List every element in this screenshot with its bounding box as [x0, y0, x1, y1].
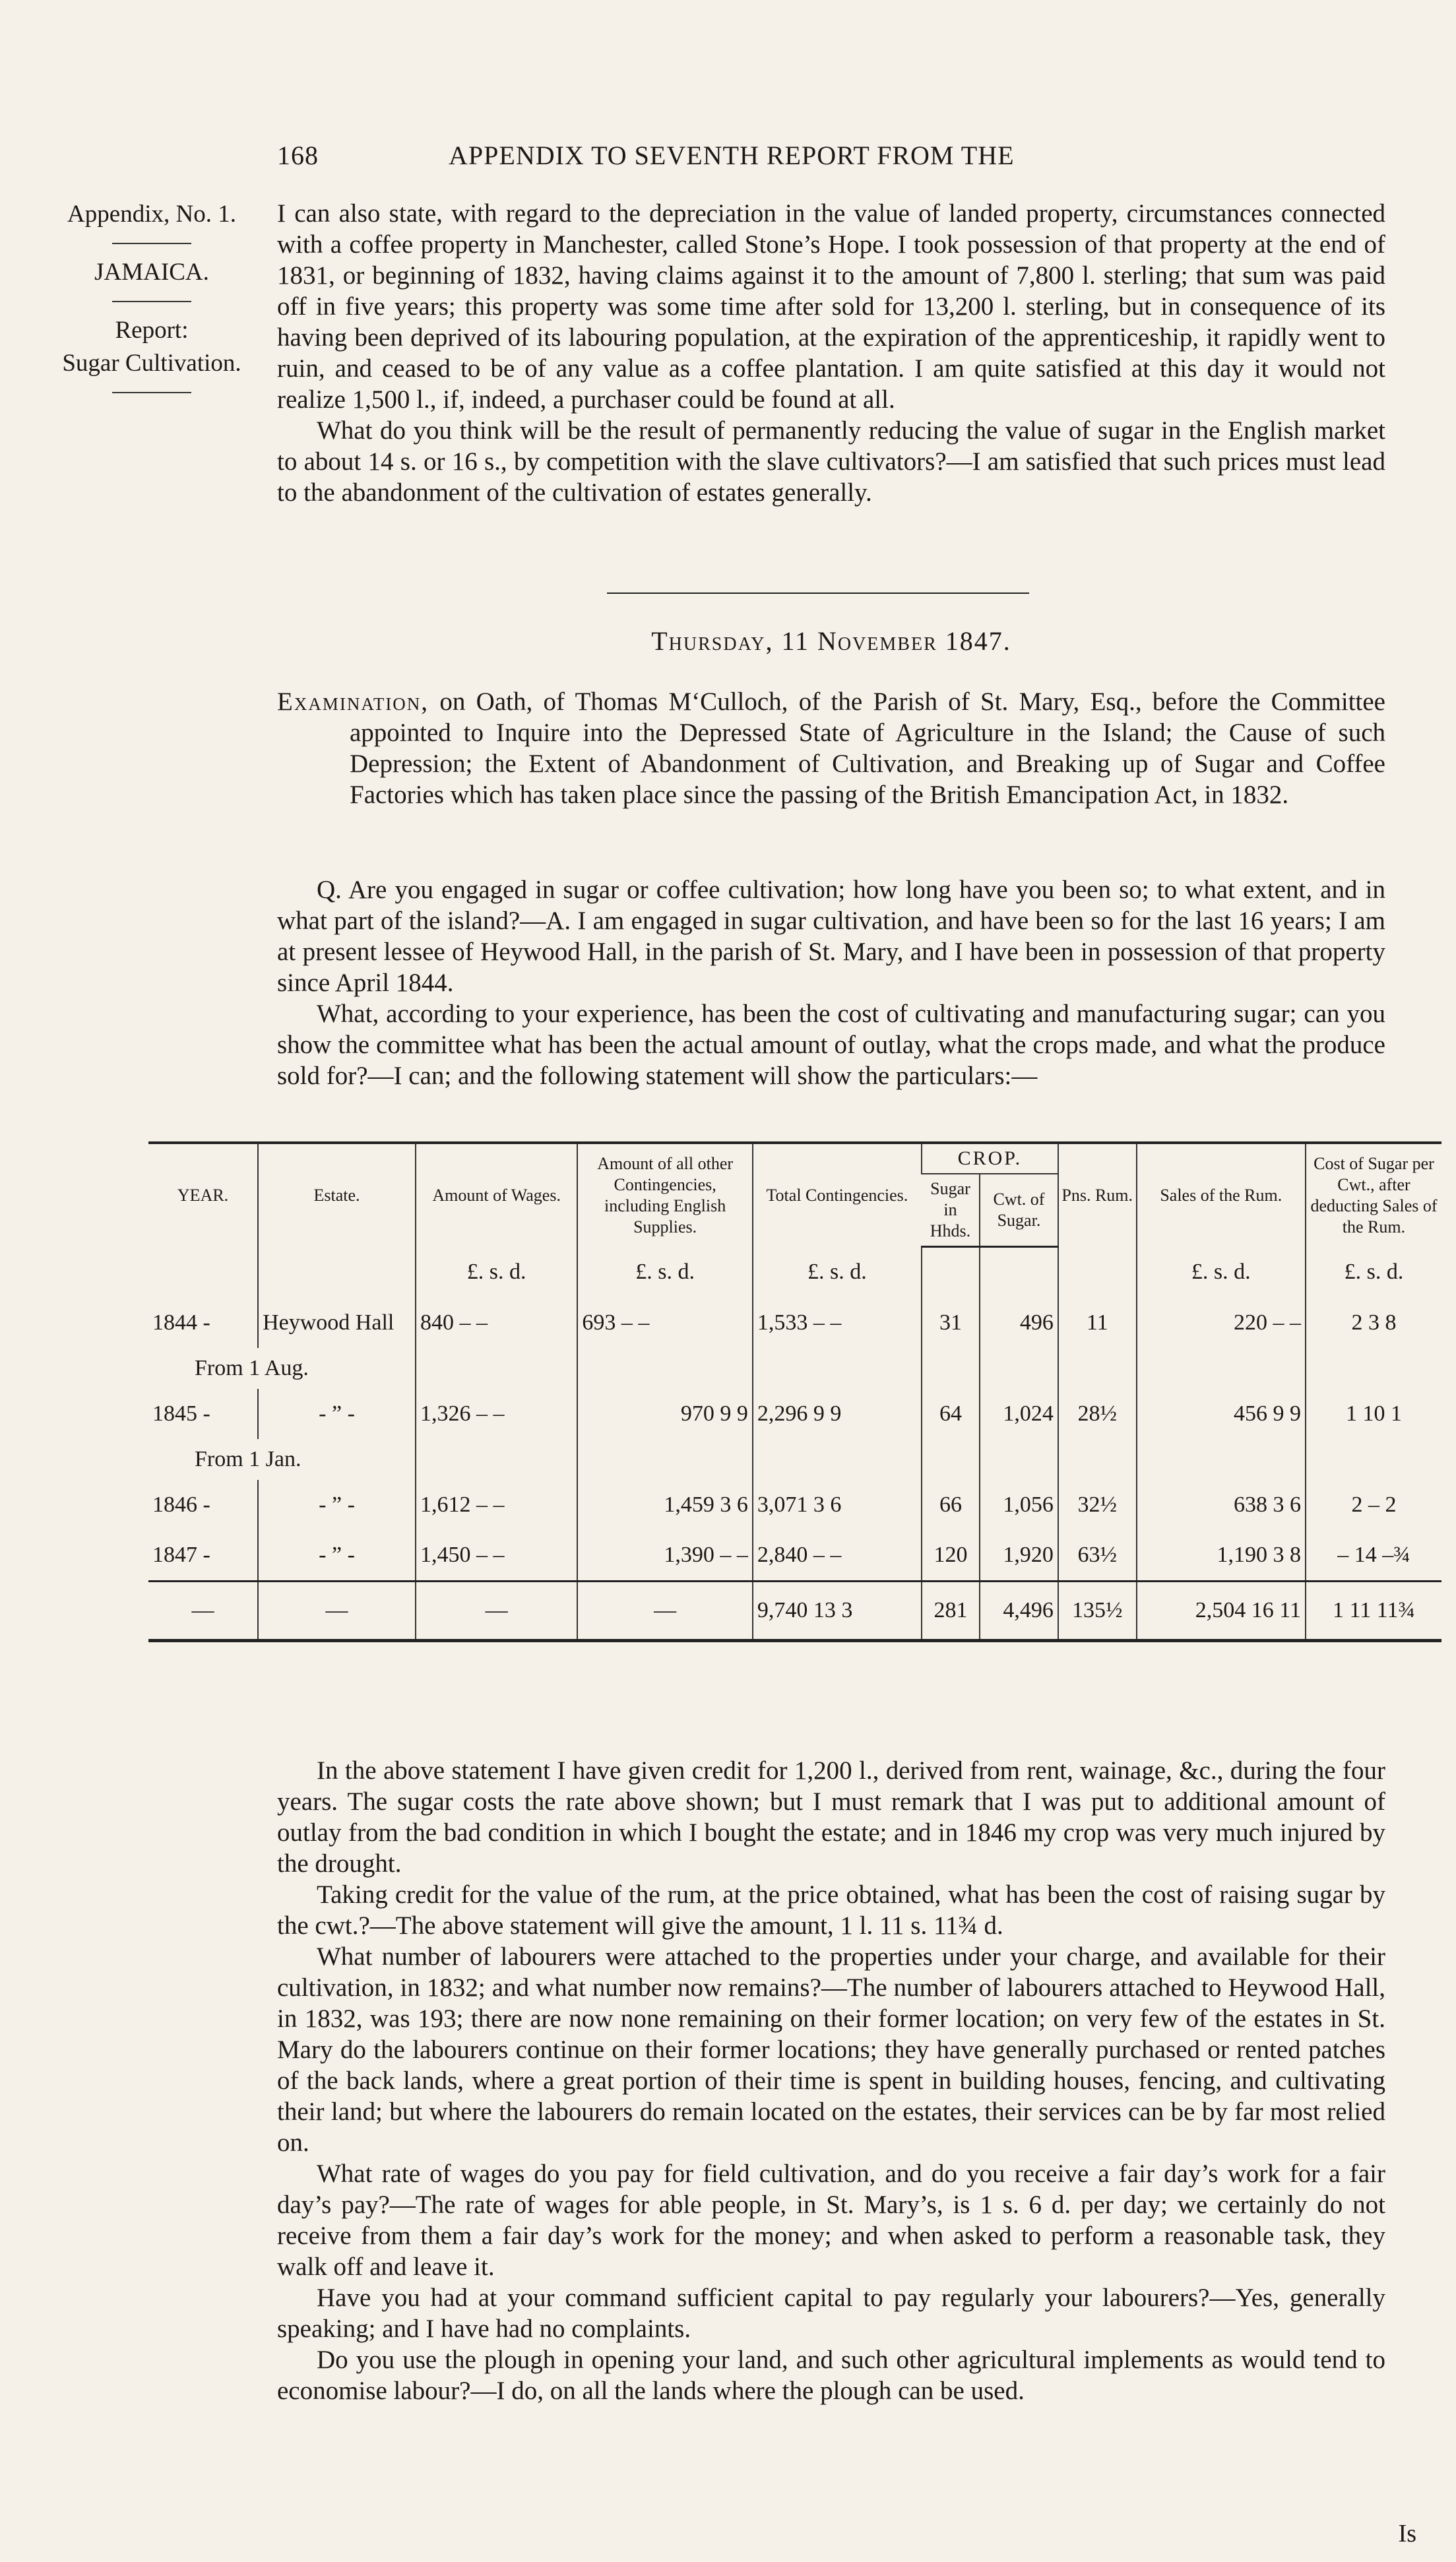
table-cell: [980, 1348, 1058, 1389]
table-cell: [258, 1247, 416, 1298]
units-row: [148, 1247, 1441, 1298]
margin-jamaica: JAMAICA.: [94, 259, 209, 286]
col-estate: Estate.: [258, 1143, 416, 1247]
margin-report: Report:: [115, 317, 189, 344]
table-cell: 135½: [1058, 1582, 1137, 1641]
col-sales: Sales of the Rum.: [1137, 1143, 1306, 1247]
table-cell: 693 – –: [577, 1298, 753, 1348]
table-cell: 4,496: [980, 1582, 1058, 1641]
table-cell: - ” -: [258, 1389, 416, 1439]
table-cell: 1845 -: [152, 1401, 210, 1426]
table-cell: 1 10 1: [1306, 1389, 1441, 1439]
table-cell: [148, 1247, 258, 1298]
table-cell: 1844 -: [152, 1310, 210, 1335]
table-row: [148, 1480, 1441, 1530]
examination-text: on Oath, of Thomas M‘Culloch, of the Parish of St. Mary, Esq., before the Committee appointed to Inquire into the Depressed State of Agriculture in the Island; the Cause of such Depression; the Extent of Abandonment of Cultivation, and Breaking up of Sugar and Coffee Factories which has taken place since the passing of the British Emancipation Act, in 1832.: [350, 688, 1385, 809]
table-cell: —: [577, 1582, 753, 1641]
col-cost: Cost of Sugar per Cwt., after deducting Sales of the Rum.: [1306, 1143, 1441, 1247]
table-cell: 66: [922, 1480, 980, 1530]
table-cell: [577, 1348, 753, 1389]
table-cell: 1,326 – –: [416, 1389, 577, 1439]
paragraph-plough: Do you use the plough in opening your land, and such other agricultural implements as would tend to economise labour?—I do, on all the lands where the plough can be used.: [277, 2346, 1385, 2405]
examination-heading: [277, 686, 1385, 810]
table-cell: 1,459 3 6: [577, 1480, 753, 1530]
table-cell: 120: [922, 1530, 980, 1582]
after-table-text: [277, 1755, 1385, 2406]
table-cell: [753, 1439, 922, 1480]
col-sugar-hhds: Sugar in Hhds.: [922, 1174, 980, 1247]
intro-paragraph-2: What do you think will be the result of permanently reducing the value of sugar in the English market to about 14 s. or 16 s., by competition with the slave cultivators?—I am satisfied that such prices must lead to the abandonment of the cultivation of estates generally.: [277, 416, 1385, 507]
table-cell: [577, 1439, 753, 1480]
table-cell: £. s. d.: [1306, 1247, 1441, 1298]
table-cell: 840 – –: [416, 1298, 577, 1348]
question-2: What, according to your experience, has been the cost of cultivating and manufacturing sugar; can you show the committee what has been the actual amount of outlay, what the crops made, and what the produce sold for?—I can; and the following statement will show the particulars:—: [277, 1000, 1385, 1090]
table-cell: 1,024: [980, 1389, 1058, 1439]
table-cell: [1137, 1348, 1306, 1389]
table-cell: From 1 Jan.: [195, 1447, 301, 1471]
table-cell: £. s. d.: [577, 1247, 753, 1298]
examination-lead: Examination,: [277, 688, 429, 716]
table-cell: 2,296 9 9: [753, 1389, 922, 1439]
table-cell: 281: [922, 1582, 980, 1641]
table-cell: [416, 1439, 577, 1480]
col-wages: Amount of Wages.: [416, 1143, 577, 1247]
table-cell: From 1 Aug.: [195, 1356, 309, 1380]
paragraph-capital: Have you had at your command sufficient capital to pay regularly your labourers?—Yes, generally speaking; and I have had no complaints.: [277, 2284, 1385, 2343]
table-cell: 1,920: [980, 1530, 1058, 1582]
col-total: Total Contingencies.: [753, 1143, 922, 1247]
table-cell: 28½: [1058, 1389, 1137, 1439]
margin-note: [40, 198, 264, 405]
table-cell: 496: [980, 1298, 1058, 1348]
table-cell: 1,056: [980, 1480, 1058, 1530]
table-cell: 2,840 – –: [753, 1530, 922, 1582]
table-cell: 1,190 3 8: [1137, 1530, 1306, 1582]
table-cell: [980, 1247, 1058, 1298]
table-cell: £. s. d.: [753, 1247, 922, 1298]
table-cell: —: [148, 1582, 258, 1641]
intro-text: [277, 198, 1385, 508]
table-cell: 9,740 13 3: [753, 1582, 922, 1641]
section-divider: [607, 592, 1029, 594]
col-cwt: Cwt. of Sugar.: [980, 1174, 1058, 1247]
col-year: YEAR.: [148, 1143, 258, 1247]
paragraph-wages: What rate of wages do you pay for field cultivation, and do you receive a fair day’s work for a fair day’s pay?—The rate of wages for able people, in St. Mary’s, is 1 s. 6 d. per day; we certainly do not receive from them a fair day’s work for the money; and when asked to perform a reasonable task, they walk off and leave it.: [277, 2160, 1385, 2281]
table-cell: 2 3 8: [1306, 1298, 1441, 1348]
table-cell: [1137, 1439, 1306, 1480]
margin-divider: [112, 301, 191, 302]
table-cell: 638 3 6: [1137, 1480, 1306, 1530]
table-cell: - ” -: [258, 1530, 416, 1582]
table-cell: 32½: [1058, 1480, 1137, 1530]
table-row: [148, 1298, 1441, 1348]
margin-appendix: Appendix, No. 1.: [67, 201, 236, 228]
paragraph-cost: Taking credit for the value of the rum, at the price obtained, what has been the cost of raising sugar by the cwt.?—The above statement will give the amount, 1 l. 11 s. 11¾ d.: [277, 1880, 1385, 1940]
table-cell: [922, 1348, 980, 1389]
table-cell: 1847 -: [152, 1543, 210, 1567]
table-cell: 1,450 – –: [416, 1530, 577, 1582]
table-row-from: [148, 1439, 1441, 1480]
margin-divider: [112, 392, 191, 393]
table-cell: [980, 1439, 1058, 1480]
col-other: Amount of all other Contingencies, including English Supplies.: [577, 1143, 753, 1247]
table-cell: 970 9 9: [577, 1389, 753, 1439]
running-header: [277, 140, 1366, 171]
table-cell: —: [258, 1582, 416, 1641]
table-cell: 2,504 16 11: [1137, 1582, 1306, 1641]
table-cell: [922, 1439, 980, 1480]
intro-paragraph-1: I can also state, with regard to the depreciation in the value of landed property, circumstances connected with a coffee property in Manchester, called Stone’s Hope. I took possession of that property at the end of 1831, or beginning of 1832, having claims against it to the amount of 7,800 l. sterling; that sum was paid off in five years; this property was some time after sold for 13,200 l. sterling, but in consequence of its having been deprived of its labouring population, at the expiration of the apprenticeship, it rapidly went to ruin, and ceased to be of any value as a coffee plantation. I am quite satisfied at this day it would not realize 1,500 l., if, indeed, a purchaser could be found at all.: [277, 199, 1385, 414]
paragraph-labourers: What number of labourers were attached to the properties under your charge, and available for their cultivation, in 1832; and what number now remains?—The number of labourers attached to Heywood Hall, in 1832, was 193; there are now none remaining on their former location; on very few of the estates in St. Mary do the labourers continue on their former locations; they have generally purchased or rented patches of the back lands, where a great portion of their time is spent in building houses, fencing, and cultivating their land; but where the labourers do remain located on the estates, their services can be by far most relied on.: [277, 1942, 1385, 2157]
table-row: [148, 1530, 1441, 1582]
table-cell: – 14 –¾: [1306, 1530, 1441, 1582]
running-title: APPENDIX TO SEVENTH REPORT FROM THE: [449, 141, 1015, 170]
paragraph-credit: In the above statement I have given credit for 1,200 l., derived from rent, wainage, &c., during the four years. The sugar costs the rate above shown; but I must remark that I was put to additional amount of outlay from the bad condition in which I bought the estate; and in 1846 my crop was very much injured by the drought.: [277, 1756, 1385, 1878]
table-cell: [416, 1348, 577, 1389]
margin-sugar: Sugar Cultivation.: [62, 350, 241, 377]
table-cell: 63½: [1058, 1530, 1137, 1582]
table-row-from: [148, 1348, 1441, 1389]
table-cell: 1 11 11¾: [1306, 1582, 1441, 1641]
table-cell: 3,071 3 6: [753, 1480, 922, 1530]
table-cell: [1306, 1439, 1441, 1480]
table-cell: 1846 -: [152, 1492, 210, 1517]
table-cell: [1058, 1348, 1137, 1389]
table-cell: 2 – 2: [1306, 1480, 1441, 1530]
question-1: Q. Are you engaged in sugar or coffee cultivation; how long have you been so; to what extent, and in what part of the island?—A. I am engaged in sugar cultivation, and have been so for the last 16 years; I am at present lessee of Heywood Hall, in the parish of St. Mary, and I have been in possession of that property since April 1844.: [277, 876, 1385, 997]
table-cell: 220 – –: [1137, 1298, 1306, 1348]
statement-table: [148, 1141, 1441, 1642]
page-number: 168: [277, 141, 319, 170]
table-cell: 1,390 – –: [577, 1530, 753, 1582]
catchword: Is: [1398, 2520, 1416, 2547]
table-cell: [1058, 1247, 1137, 1298]
table-cell: - ” -: [258, 1480, 416, 1530]
table-cell: 1,612 – –: [416, 1480, 577, 1530]
dateline: Thursday, 11 November 1847.: [651, 626, 1011, 656]
qa-section: [277, 874, 1385, 1091]
table-cell: 64: [922, 1389, 980, 1439]
table-cell: 11: [1058, 1298, 1137, 1348]
table-cell: Heywood Hall: [258, 1298, 416, 1348]
col-crop: CROP.: [922, 1143, 1058, 1174]
table-cell: —: [416, 1582, 577, 1641]
col-pns: Pns. Rum.: [1058, 1143, 1137, 1247]
table-cell: 1,533 – –: [753, 1298, 922, 1348]
table-total-row: [148, 1582, 1441, 1641]
table-cell: 456 9 9: [1137, 1389, 1306, 1439]
table-row: [148, 1389, 1441, 1439]
table-cell: [1058, 1439, 1137, 1480]
table-cell: £. s. d.: [1137, 1247, 1306, 1298]
table-cell: [1306, 1348, 1441, 1389]
margin-divider: [112, 243, 191, 244]
table-cell: [753, 1348, 922, 1389]
table-cell: 31: [922, 1298, 980, 1348]
table-cell: £. s. d.: [416, 1247, 577, 1298]
table-cell: [922, 1247, 980, 1298]
